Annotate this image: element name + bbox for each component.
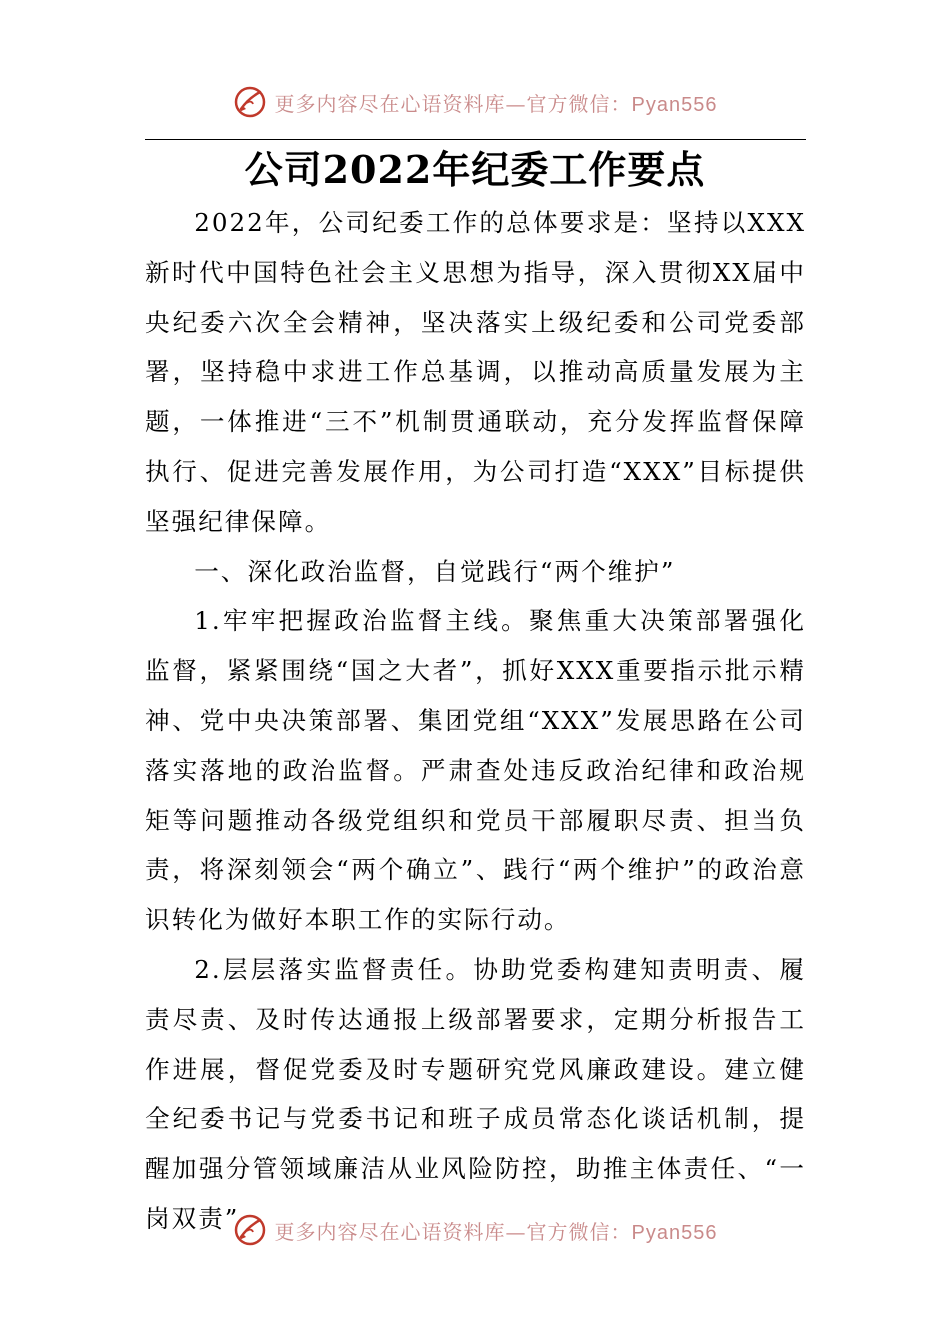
header-wechat-id: Pyan556 — [631, 93, 718, 116]
footer-banner-label: 更多内容尽在心语资料库—官方微信： — [274, 1219, 632, 1244]
section-heading: 一、深化政治监督，自觉践行“两个维护” — [194, 556, 676, 586]
pen-logo-icon — [233, 85, 267, 119]
header-banner — [0, 80, 950, 124]
header-banner-text — [275, 88, 718, 117]
document-body — [145, 198, 806, 1244]
header-banner-label: 更多内容尽在心语资料库—官方微信： — [274, 91, 632, 116]
paragraph-item-2: 2.层层落实监督责任。协助党委构建知责明责、履责尽责、及时传达通报上级部署要求，定期分析报告工作进展，督促党委及时专题研究党风廉政建设。建立健全纪委书记与党委书记和班子成员常态化谈话机制，提醒加强分管领域廉洁从业风险防控，助推主体责任、“一岗双责” — [145, 954, 806, 1233]
footer-banner — [0, 1208, 950, 1252]
header-divider — [145, 139, 806, 140]
pen-logo-icon — [233, 1213, 267, 1247]
footer-banner-text — [275, 1216, 718, 1245]
paragraph-item-1: 1.牢牢把握政治监督主线。聚焦重大决策部署强化监督，紧紧围绕“国之大者”，抓好XXX重要指示批示精神、党中央决策部署、集团党组“XXX”发展思路在公司落实落地的政治监督。严肃查处违反政治纪律和政治规矩等问题推动各级党组织和党员干部履职尽责、担当负责，将深刻领会“两个确立”、践行“两个维护”的政治意识转化为做好本职工作的实际行动。 — [145, 606, 806, 935]
footer-wechat-id: Pyan556 — [631, 1221, 718, 1244]
page-title: 公司2022年纪委工作要点 — [244, 147, 706, 192]
paragraph-intro: 2022年，公司纪委工作的总体要求是：坚持以XXX新时代中国特色社会主义思想为指导，深入贯彻XX届中央纪委六次全会精神，坚决落实上级纪委和公司党委部署，坚持稳中求进工作总基调，以推动高质量发展为主题，一体推进“三不”机制贯通联动，充分发挥监督保障执行、促进完善发展作用，为公司打造“XXX”目标提供坚强纪律保障。 — [145, 208, 806, 536]
